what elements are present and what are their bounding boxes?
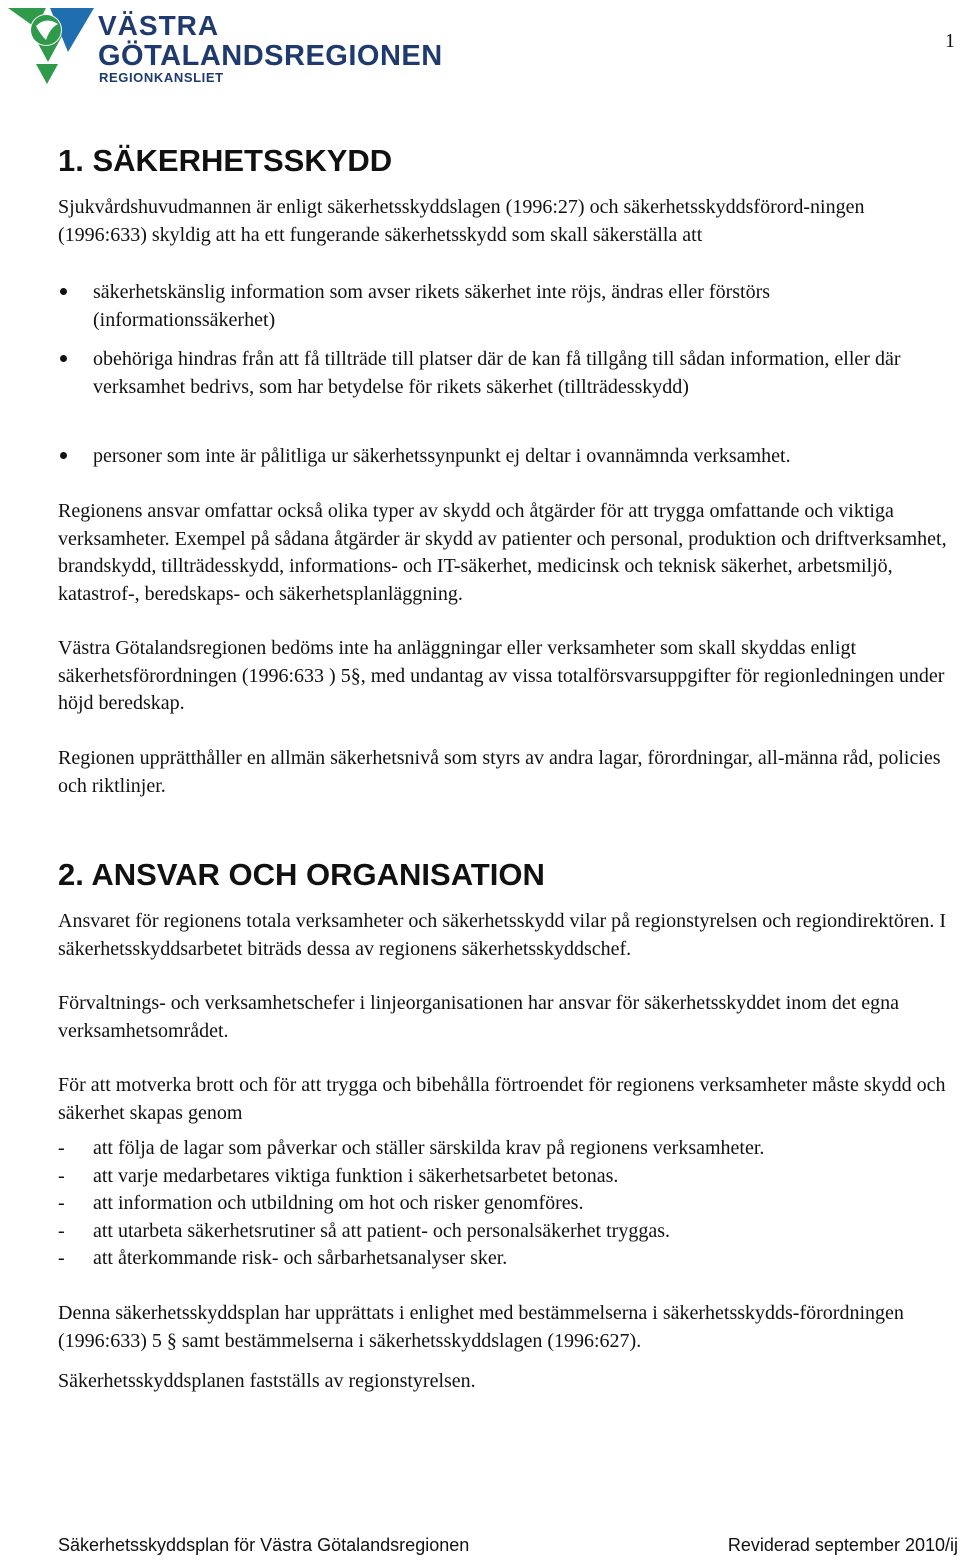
section-1-paragraph-4: Regionen upprätthåller en allmän säkerhetsnivå som styrs av andra lagar, förordningar, all-männa råd, policies och riktlinjer. [58, 747, 941, 797]
region-logo [6, 6, 443, 86]
dash-marker: - [58, 1137, 65, 1159]
dash-list-text: att återkommande risk- och sårbarhetsanalyser sker. [93, 1247, 508, 1269]
dash-list-text: att följa de lagar som påverkar och ställer särskilda krav på regionens verksamheter. [93, 1137, 765, 1159]
bullet-text: säkerhetskänslig information som avser rikets säkerhet inte röjs, ändras eller förstörs (informationssäkerhet) [93, 281, 771, 331]
section-2-paragraph-3: För att motverka brott och för att trygga och bibehålla förtroendet för regionens verksamheter måste skydd och säkerhet skapas genom [58, 1074, 946, 1124]
footer-title: Säkerhetsskyddsplan för Västra Götalandsregionen [58, 1535, 470, 1555]
dash-marker: - [58, 1165, 65, 1187]
logo-line-3: REGIONKANSLIET [99, 70, 224, 85]
dash-list-text: att varje medarbetares viktiga funktion i säkerhetsarbetet betonas. [93, 1165, 619, 1187]
section-1-intro: Sjukvårdshuvudmannen är enligt säkerhetsskyddslagen (1996:27) och säkerhetsskyddsförord-ningen (1996:633) skyldig att ha ett fungerande säkerhetsskydd som skall säkerställa att [58, 196, 865, 246]
section-2-paragraph-2: Förvaltnings- och verksamhetschefer i linjeorganisationen har ansvar för säkerhetsskyddet inom det egna verksamhetsområdet. [58, 992, 900, 1042]
dash-marker: - [58, 1247, 65, 1269]
section-2-paragraph-1: Ansvaret för regionens totala verksamheter och säkerhetsskydd vilar på regionstyrelsen och regiondirektören. I säkerhetsskyddsarbetet biträds dessa av regionens säkerhetsskyddschef. [58, 910, 947, 960]
section-1-heading: 1. SÄKERHETSSKYDD [58, 143, 393, 178]
logo-line-1: VÄSTRA [98, 10, 220, 41]
dash-marker: - [58, 1192, 65, 1214]
dash-list-text: att utarbeta säkerhetsrutiner så att patient- och personalsäkerhet tryggas. [93, 1220, 670, 1242]
section-2-paragraph-4: Denna säkerhetsskyddsplan har upprättats i enlighet med bestämmelserna i säkerhetsskydds-förordningen (1996:633) 5 § samt bestämmelserna i säkerhetsskyddslagen (1996:627). [58, 1302, 904, 1352]
footer-revision: Reviderad september 2010/ij [727, 1535, 958, 1555]
logo-line-2: GÖTALANDSREGIONEN [98, 40, 443, 72]
dash-marker: - [58, 1220, 65, 1242]
section-1-paragraph-2: Regionens ansvar omfattar också olika typer av skydd och åtgärder för att trygga omfattande och viktiga verksamheter. Exempel på sådana åtgärder är skydd av patienter och personal, produktion och driftverksamhet, brandskydd, tillträdesskydd, informations- och IT-säkerhet, medicinsk och teknisk säkerhet, arbetsmiljö, katastrof-, beredskaps- och säkerhetsplanläggning. [58, 500, 947, 605]
bullet-text: personer som inte är pålitliga ur säkerhetssynpunkt ej deltar i ovannämnda verksamhet. [93, 445, 791, 467]
region-logo-emblem-icon [6, 6, 96, 86]
section-1-paragraph-3: Västra Götalandsregionen bedöms inte ha anläggningar eller verksamheter som skall skyddas enligt säkerhetsförordningen (1996:633 ) 5§, med undantag av vissa totalförsvarsuppgifter för regionledningen under höjd beredskap. [58, 637, 945, 714]
dash-list-text: att information och utbildning om hot och risker genomföres. [93, 1192, 584, 1214]
bullet-text: obehöriga hindras från att få tillträde till platser där de kan få tillgång till sådan information, eller där verksamhet bedrivs, som har betydelse för rikets säkerhet (tillträdesskydd) [93, 348, 901, 398]
section-2-paragraph-5: Säkerhetsskyddsplanen fastställs av regionstyrelsen. [58, 1370, 476, 1392]
section-2-heading: 2. ANSVAR OCH ORGANISATION [58, 857, 545, 892]
page-number: 1 [945, 30, 955, 52]
